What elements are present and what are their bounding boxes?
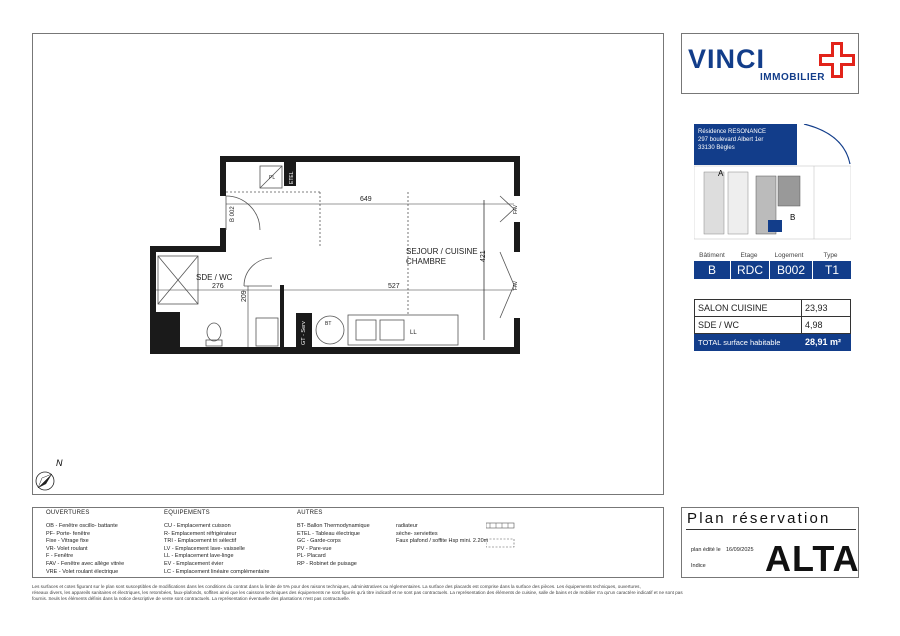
dim-209: 209 [241, 290, 248, 302]
tag-gt-serv: GT - Serv [301, 321, 307, 345]
surface-row [695, 300, 851, 317]
footer-disclaimer [32, 584, 864, 602]
date-label: plan édité le [691, 547, 721, 553]
legend-seche-serviettes: sèche- serviettes [396, 530, 438, 537]
dim-276: 276 [212, 283, 224, 290]
surface-total-label: TOTAL surface habitable [695, 334, 802, 351]
legend-ouvertures [46, 510, 124, 576]
legend-item: ETEL - Tableau électrique [297, 530, 360, 537]
tag-bt: BT [325, 321, 332, 327]
compass-icon [36, 458, 63, 490]
surface-row [695, 317, 851, 334]
room-chambre: CHAMBRE [406, 257, 447, 266]
tag-pl: PL [269, 175, 276, 181]
wall-top [220, 156, 520, 162]
indice-label: Indice [691, 563, 706, 569]
window-fav-1 [500, 196, 514, 222]
wall-entry-bottom [220, 228, 226, 252]
wall-step [150, 246, 222, 252]
dim-527: 527 [388, 283, 400, 290]
site-map [694, 124, 851, 240]
wall-sde [280, 285, 284, 347]
legend-item: CU - Emplacement cuisson [164, 523, 231, 529]
val-type: T1 [813, 261, 851, 279]
wall-entry-top [220, 156, 226, 196]
val-batiment: B [694, 261, 730, 279]
surface-label: SALON CUISINE [695, 300, 802, 317]
tag-ll: LL [410, 330, 417, 336]
hdr-batiment: Bâtiment [699, 252, 725, 259]
legend-item: RP - Robinet de puisage [297, 560, 357, 567]
project-name: ALTA [765, 538, 860, 579]
footer-line: Les surfaces et cotes figurant sur le plan sont susceptibles de modifications dans les conditions du contrat dans la limite de 5% pour des raisons techniques, administratives ou réglementaires. La surface des placards est comprise dans la surface des pièces. Les équipements techniques, ouvertures, [32, 584, 641, 589]
date-value: 16/09/2025 [726, 547, 754, 553]
legend-item: EV - Emplacement évier [164, 560, 224, 567]
hdr-logement: Logement [774, 252, 804, 259]
info-table-headers [694, 252, 851, 259]
surface-value: 23,93 [802, 300, 851, 317]
legend-equipements [164, 510, 269, 576]
vinci-cross-icon [817, 40, 857, 80]
legend-symbols [486, 522, 516, 548]
footer-line: réseaux divers, les appareils sanitaires et électriques, les retombées, faux-plafonds, soffites ainsi que les caissons techniques des équipements ne sont figurés qu'à titre indicatif et ne sont pas contractuels. La représentation des éléments de cuisine, salle de bains et de mobilier n'a qu'un caractère indicatif et ne sont pas [32, 590, 683, 595]
legend-ouvertures-title: OUVERTURES [46, 510, 90, 516]
logo-sub: IMMOBILIER [760, 72, 825, 83]
legend-extra [396, 523, 488, 546]
logo-brand: VINCI [688, 44, 766, 74]
dim-649: 649 [360, 196, 372, 203]
plan-title: Plan réservation [687, 510, 831, 527]
legend-item: GC - Garde-corps [297, 538, 341, 545]
info-table-values [694, 261, 851, 279]
tag-fav-2: FAV [513, 280, 519, 290]
val-logement: B002 [770, 261, 812, 279]
hdr-etage: Etage [740, 252, 758, 259]
legend-item: TRI - Emplacement tri sélectif [164, 538, 237, 545]
tag-fav-1: FAV [513, 204, 519, 214]
val-etage: RDC [731, 261, 769, 279]
residence-address1: 297 boulevard Albert 1er [698, 137, 764, 143]
surface-total-value: 28,91 m² [802, 334, 851, 351]
legend-item: VR- Volet roulant [46, 545, 88, 552]
legend-item: F - Fenêtre [46, 553, 74, 560]
title-divider [686, 529, 856, 530]
wall-right-upper [514, 156, 520, 196]
washbasin [256, 318, 278, 346]
room-sde: SDE / WC [196, 273, 233, 282]
surface-total-row [695, 334, 851, 351]
legend-autres-title: AUTRES [297, 510, 323, 516]
room-sejour: SEJOUR / CUISINE [406, 247, 478, 256]
legend-item: PV - Pare-vue [297, 545, 332, 552]
legend-equipements-title: EQUIPEMENTS [164, 510, 210, 516]
shower-corner [156, 312, 180, 347]
legend-item: FAV - Fenêtre avec allège vitrée [46, 560, 125, 567]
wall-bottom [150, 347, 520, 354]
legend-item: Fixe - Vitrage fixe [46, 538, 89, 545]
dim-421: 421 [480, 250, 487, 262]
map-label-b: B [790, 213, 796, 222]
faux-plafond-symbol [486, 539, 514, 547]
hdr-type: Type [823, 252, 838, 259]
legend-item: VRE - Volet roulant électrique [46, 568, 119, 575]
footer-line: fournis. Seuls les éléments définis dans la notice descriptive de vente sont contractuels. La représentation éventuelle des plantations n'est pas contractuelle. [32, 596, 351, 601]
tag-etel: ETEL [289, 171, 295, 184]
legend-item: LV - Emplacement lave- vaisselle [164, 545, 245, 552]
toilet [207, 323, 221, 341]
wall-left [150, 246, 156, 354]
legend-item: OB - Fenêtre oscillo- battante [46, 523, 118, 529]
legend-item: PF- Porte- fenêtre [46, 530, 91, 537]
legend-radiateur: radiateur [396, 523, 418, 529]
north-label: N [56, 458, 63, 468]
map-label-a: A [718, 169, 724, 178]
surface-table [694, 299, 851, 351]
surface-label: SDE / WC [695, 317, 802, 334]
residence-name: Résidence RESONANCE [698, 129, 767, 135]
dim-b002: B 002 [230, 206, 236, 222]
legend-item: PL- Placard [297, 553, 326, 560]
legend-faux-plafond: Faux plafond / soffite Hsp mini. 2.20m [396, 538, 489, 545]
wall-right-mid [514, 222, 520, 252]
legend-autres [297, 510, 370, 569]
residence-address2: 33130 Bègles [698, 145, 735, 151]
kitchen-counter [348, 315, 458, 345]
sde-door-arc [244, 258, 272, 286]
legend-item: BT- Ballon Thermodynamique [297, 523, 370, 529]
window-fav-2 [500, 252, 514, 318]
surface-value: 4,98 [802, 317, 851, 334]
legend-item: R- Emplacement réfrigérateur [164, 530, 237, 537]
legend-item: LL - Emplacement lave-linge [164, 553, 234, 560]
legend-item: LC - Emplacement linéaire complémentaire [164, 568, 270, 575]
